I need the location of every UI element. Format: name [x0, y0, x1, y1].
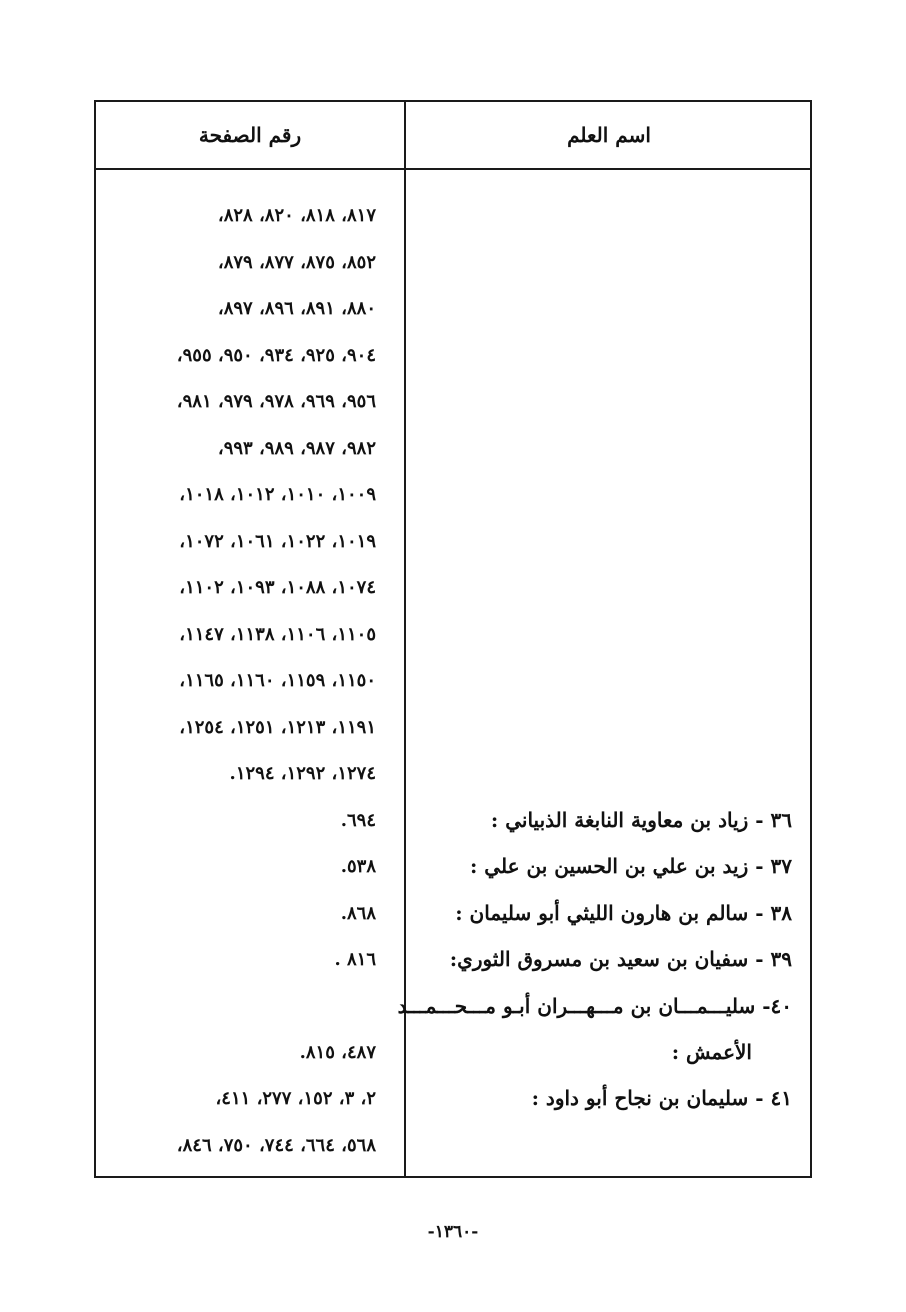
pages-row: ٨٥٢، ٨٧٥، ٨٧٧، ٨٧٩،: [217, 252, 376, 273]
pages-row: ٩٥٦، ٩٦٩، ٩٧٨، ٩٧٩، ٩٨١،: [176, 391, 376, 412]
name-entry: ٣٧ - زيد بن علي بن الحسين بن علي :: [469, 854, 792, 878]
pages-row: ٦٩٤.: [340, 810, 376, 831]
pages-row: ١٠٧٤، ١٠٨٨، ١٠٩٣، ١١٠٢،: [179, 577, 376, 598]
pages-row: ٥٦٨، ٦٦٤، ٧٤٤، ٧٥٠، ٨٤٦،: [176, 1135, 376, 1156]
pages-row: ٥٣٨.: [340, 856, 376, 877]
pages-row: ٨٦٨.: [340, 903, 376, 924]
pages-row: ٨١٦ .: [334, 949, 376, 970]
pages-row: ١١٠٥، ١١٠٦، ١١٣٨، ١١٤٧،: [179, 624, 376, 645]
name-entry: ٣٩ - سفيان بن سعيد بن مسروق الثوري:: [449, 947, 792, 971]
pages-row: ٢، ٣، ١٥٢، ٢٧٧، ٤١١،: [215, 1088, 376, 1109]
pages-row: ٨١٧، ٨١٨، ٨٢٠، ٨٢٨،: [217, 205, 376, 226]
name-column-header: اسم العلم: [567, 123, 651, 147]
pages-row: ٩٠٤، ٩٢٥، ٩٣٤، ٩٥٠، ٩٥٥،: [176, 345, 376, 366]
pages-row: ١٢٧٤، ١٢٩٢، ١٢٩٤.: [229, 763, 376, 784]
pages-column-header: رقم الصفحة: [198, 123, 302, 147]
name-entry: ٣٦ - زياد بن معاوية النابغة الذبياني :: [490, 808, 792, 832]
name-entry-continuation: الأعمش :: [671, 1040, 752, 1064]
pages-row: ٤٨٧، ٨١٥.: [299, 1042, 376, 1063]
pages-row: ١٠٠٩، ١٠١٠، ١٠١٢، ١٠١٨،: [179, 484, 376, 505]
pages-row: ١١٥٠، ١١٥٩، ١١٦٠، ١١٦٥،: [179, 670, 376, 691]
pages-row: ١٠١٩، ١٠٢٢، ١٠٦١، ١٠٧٢،: [179, 531, 376, 552]
name-entry: ٤١ - سليمان بن نجاح أبو داود :: [531, 1086, 792, 1110]
pages-row: ١١٩١، ١٢١٣، ١٢٥١، ١٢٥٤،: [179, 717, 376, 738]
index-table: [94, 100, 812, 1178]
pages-row: ٨٨٠، ٨٩١، ٨٩٦، ٨٩٧،: [217, 298, 376, 319]
page-number: -١٣٦٠-: [427, 1222, 479, 1242]
name-entry: ٤٠- سليـــمـــان بن مـــهـــران أبـو مـــحـــمـــد: [397, 994, 792, 1018]
header-rule: [96, 168, 810, 170]
pages-row: ٩٨٢، ٩٨٧، ٩٨٩، ٩٩٣،: [217, 438, 376, 459]
name-entry: ٣٨ - سالم بن هارون الليثي أبو سليمان :: [455, 901, 792, 925]
